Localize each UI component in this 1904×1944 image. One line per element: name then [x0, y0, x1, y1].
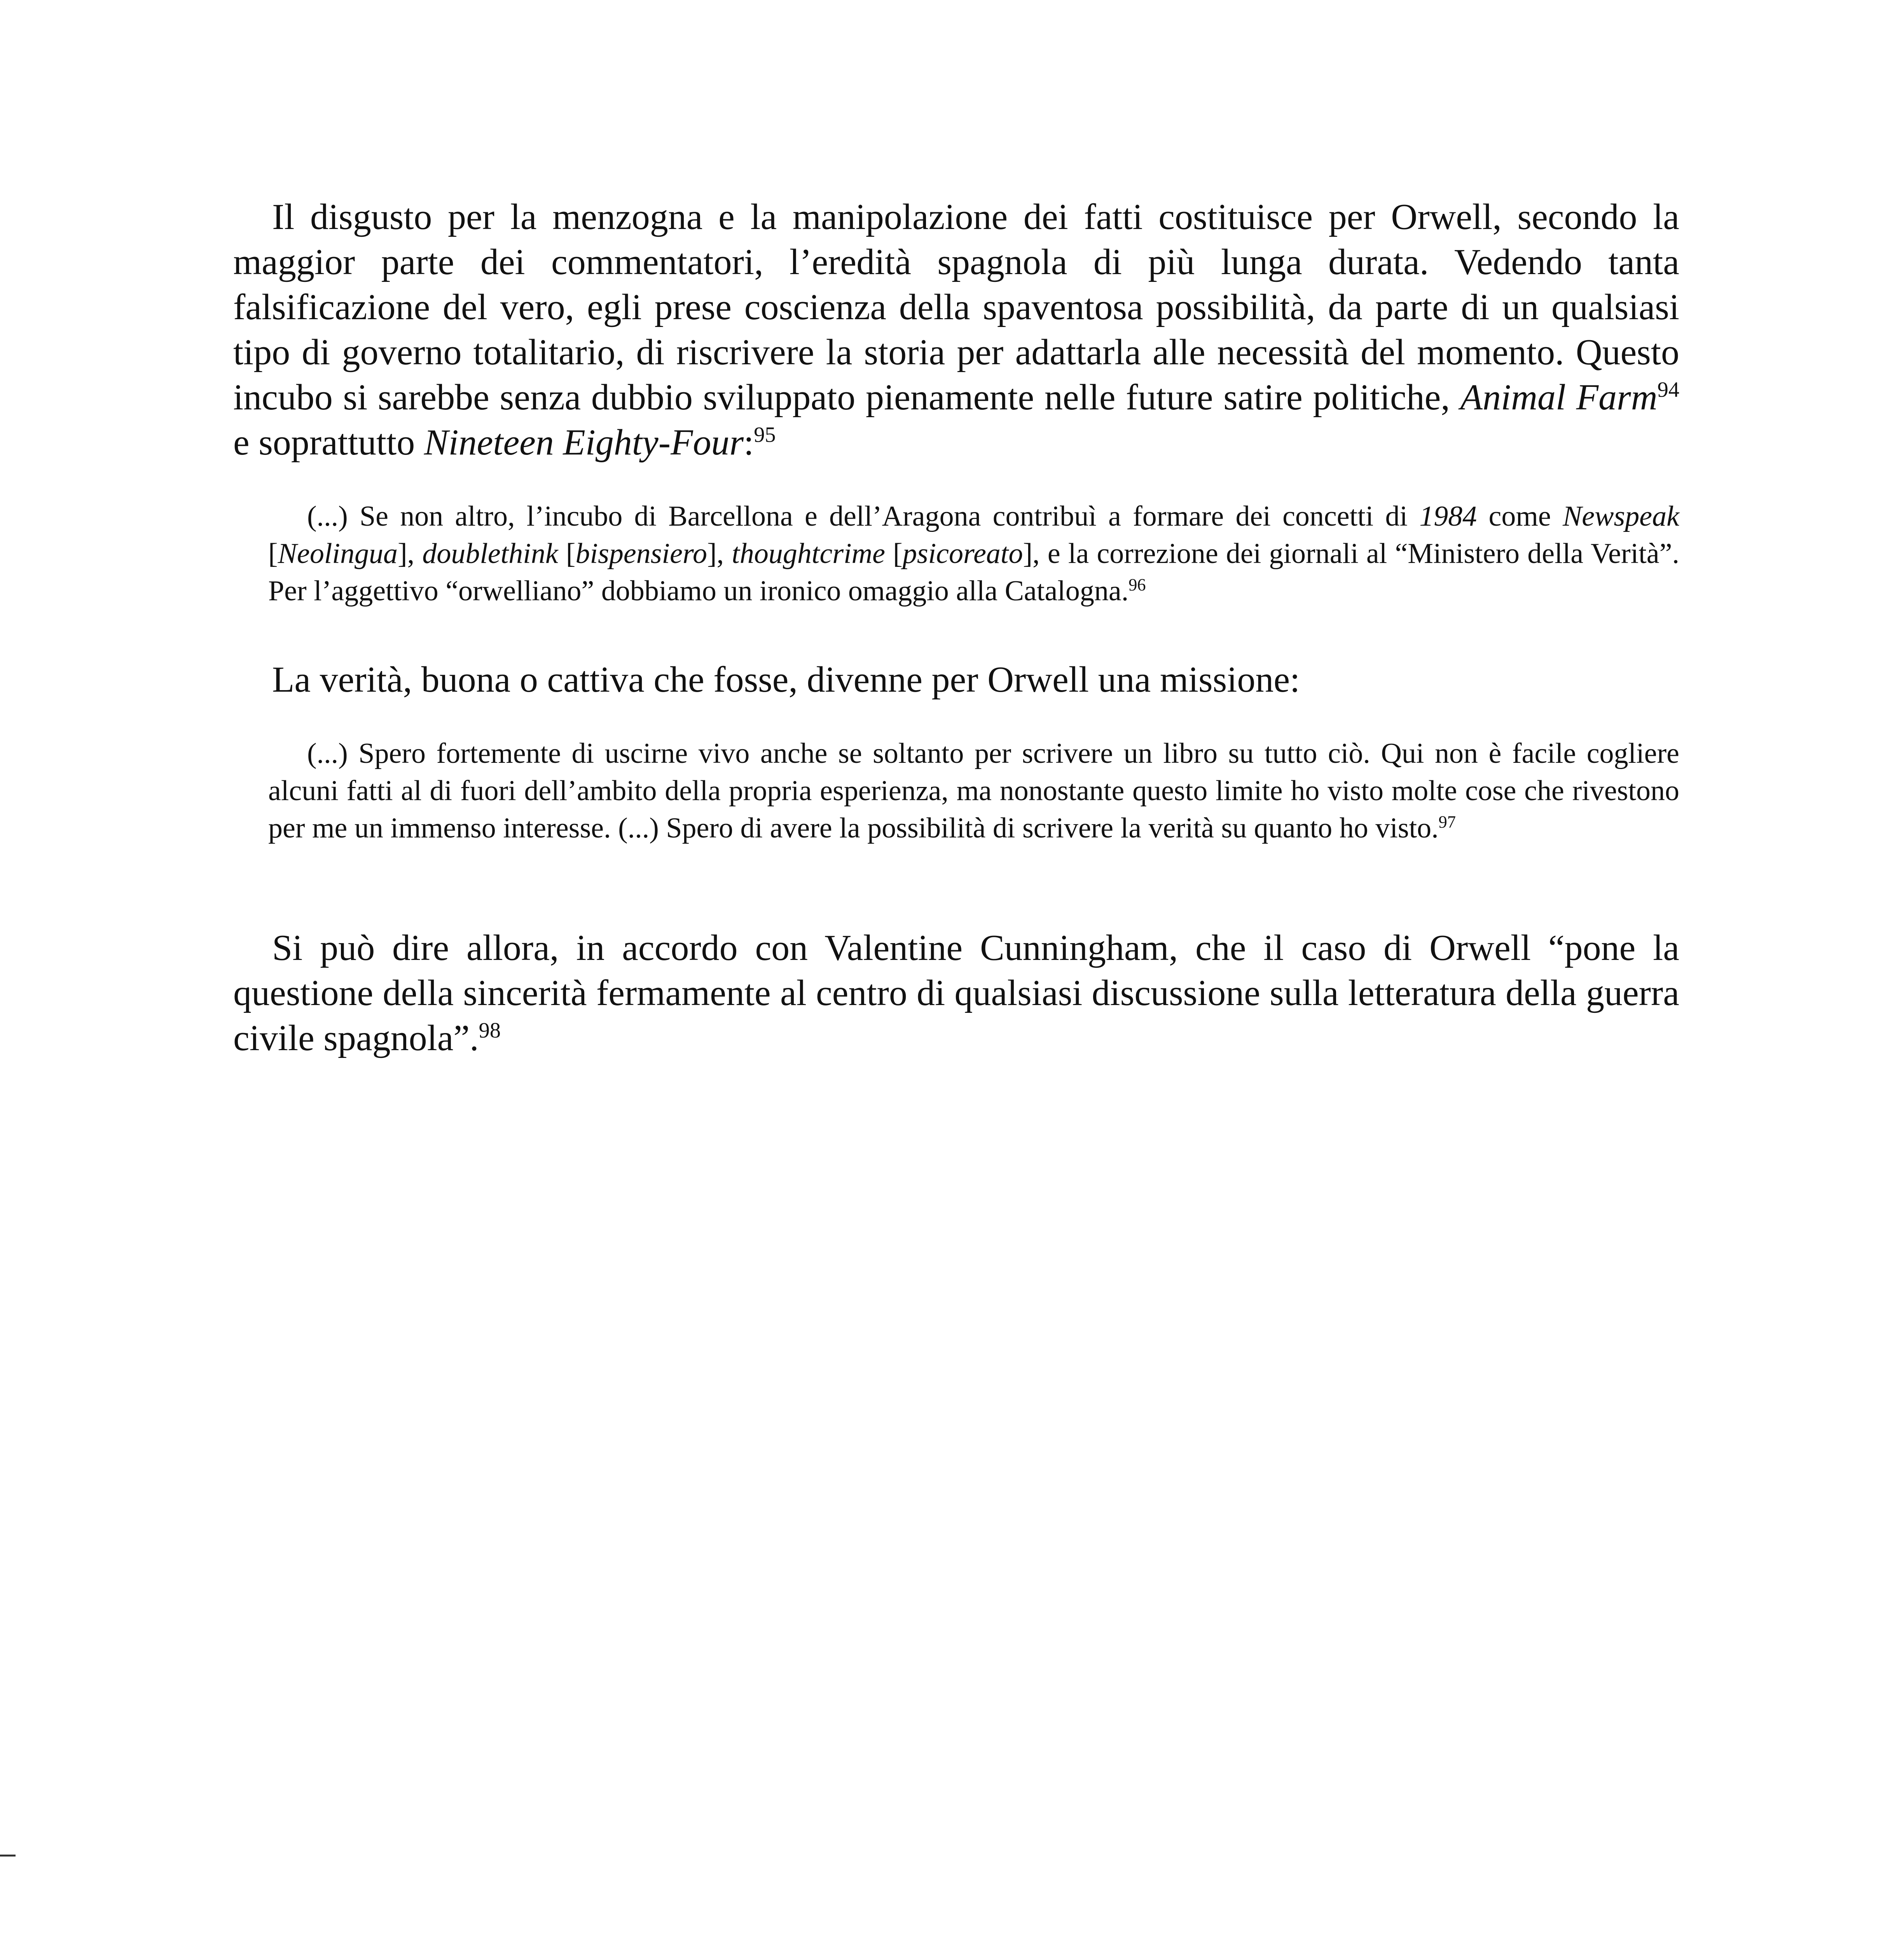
quote1-italic-thoughtcrime: thoughtcrime: [732, 538, 885, 570]
quote1-italic-1984: 1984: [1419, 500, 1477, 532]
quote1-text-5: [: [558, 538, 576, 570]
paragraph-truth-mission: [233, 657, 1679, 702]
footnote-ref-97: 97: [1438, 812, 1456, 832]
paragraph-cunningham: [233, 925, 1679, 1061]
quote1-text-4: ],: [397, 538, 423, 570]
footnote-ref-94: 94: [1657, 378, 1680, 402]
paragraph1-text-c: :: [744, 422, 754, 463]
quote1-text-2: come: [1477, 500, 1563, 532]
quote1-italic-psicoreato: psicoreato: [902, 538, 1023, 570]
paragraph3-text: Si può dire allora, in accordo con Valentine Cunningham, che il caso di Orwell “pone la questione della sincerità fermamente al centro di qualsiasi discussione sulla letteratura della guerra civile spagnola”.: [233, 928, 1679, 1058]
paragraph1-text-b: e soprattutto: [233, 422, 424, 463]
quote1-text-3: [: [268, 538, 278, 570]
footnote-ref-95: 95: [754, 423, 776, 447]
block-quote-barcelona: [268, 498, 1679, 610]
block-quote-letter: [268, 735, 1679, 847]
title-animal-farm: Animal Farm: [1460, 377, 1658, 418]
footnote-ref-96: 96: [1128, 575, 1146, 594]
paragraph2-text: La verità, buona o cattiva che fosse, divenne per Orwell una missione:: [272, 659, 1300, 700]
quote1-text-7: [: [885, 538, 903, 570]
title-nineteen-eighty-four: Nineteen Eighty-Four: [424, 422, 744, 463]
paragraph-disgust-for-lies: [233, 194, 1679, 465]
quote1-text-8: ], e la correzione dei giornali al “Ministero della Verità”. Per l’aggettivo “orwelliano” dobbiamo un ironico omaggio alla Catalogna.: [268, 538, 1679, 607]
quote1-text-1: (...) Se non altro, l’incubo di Barcellona e dell’Aragona contribuì a formare dei concetti di: [307, 500, 1420, 532]
paragraph1-text-a: Il disgusto per la menzogna e la manipolazione dei fatti costituisce per Orwell, secondo la maggior parte dei commentatori, l’eredità spagnola di più lunga durata. Vedendo tanta falsificazione del vero, egli prese coscienza della spaventosa possibilità, da parte di un qualsiasi tipo di governo totalitario, di riscrivere la storia per adattarla alle necessità del momento. Questo incubo si sarebbe senza dubbio sviluppato pienamente nelle future satire politiche,: [233, 197, 1679, 418]
quote1-italic-doublethink: doublethink: [422, 538, 558, 570]
quote1-text-6: ],: [707, 538, 732, 570]
quote1-italic-bispensiero: bispensiero: [575, 538, 707, 570]
quote1-italic-neolingua: Neolingua: [278, 538, 398, 570]
margin-mark: [0, 1855, 16, 1857]
quote2-text: (...) Spero fortemente di uscirne vivo anche se soltanto per scrivere un libro su tutto ciò. Qui non è facile cogliere alcuni fatti al di fuori dell’ambito della propria esperienza, ma nonostante questo limite ho visto molte cose che rivestono per me un immenso interesse. (...) Spero di avere la possibilità di scrivere la verità su quanto ho visto.: [268, 738, 1679, 844]
quote1-italic-newspeak: Newspeak: [1562, 500, 1679, 532]
footnote-ref-98: 98: [479, 1018, 501, 1043]
